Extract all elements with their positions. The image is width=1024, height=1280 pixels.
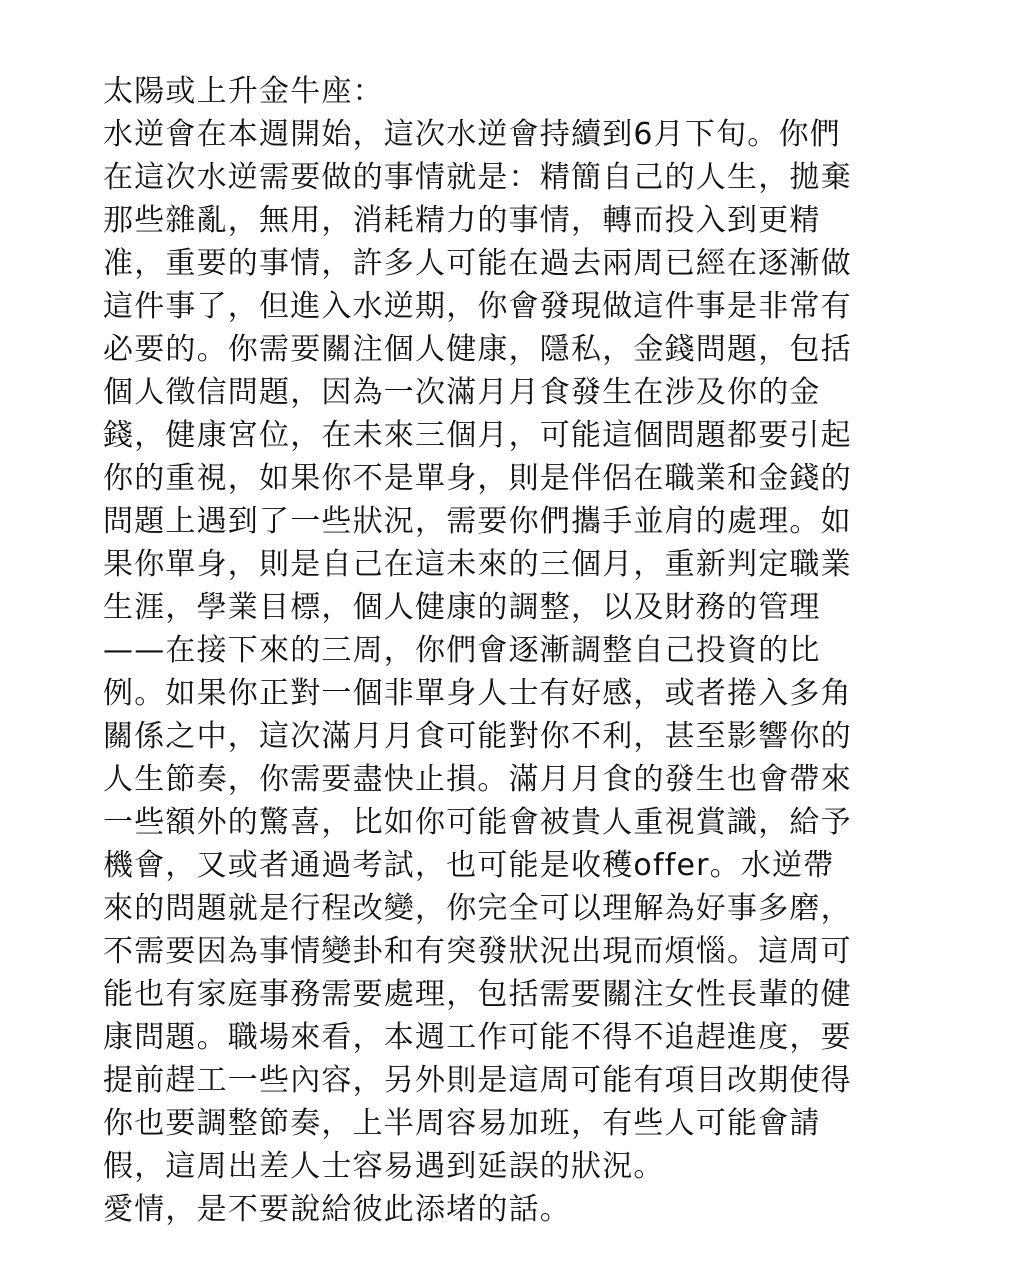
body-line: 一些額外的驚喜，比如你可能會被貴人重視賞識，給予 <box>103 805 852 840</box>
body-line: 能也有家庭事務需要處理，包括需要關注女性長輩的健 <box>103 977 852 1012</box>
body-line: 康問題。職場來看，本週工作可能不得不追趕進度，要 <box>103 1020 852 1055</box>
body-line: 准，重要的事情，許多人可能在過去兩周已經在逐漸做 <box>103 246 852 281</box>
body-line: 在這次水逆需要做的事情就是：精簡自己的人生，拋棄 <box>103 160 852 195</box>
body-line: 果你單身，則是自己在這未來的三個月，重新判定職業 <box>103 547 852 582</box>
body-line: 問題上遇到了一些狀況，需要你們攜手並肩的處理。如 <box>103 504 852 539</box>
body-line: 錢，健康宮位，在未來三個月，可能這個問題都要引起 <box>103 418 852 453</box>
body-line: 人生節奏，你需要盡快止損。滿月月食的發生也會帶來 <box>103 762 852 797</box>
body-line: 個人徵信問題，因為一次滿月月食發生在涉及你的金 <box>103 375 821 410</box>
body-line: 不需要因為事情變卦和有突發狀況出現而煩惱。這周可 <box>103 934 852 969</box>
body-line: 你也要調整節奏，上半周容易加班，有些人可能會請 <box>103 1106 821 1141</box>
body-line: ——在接下來的三周，你們會逐漸調整自己投資的比 <box>103 633 821 668</box>
heading-line: 太陽或上升金牛座： <box>103 74 384 109</box>
body-line: 這件事了，但進入水逆期，你會發現做這件事是非常有 <box>103 289 852 324</box>
body-line: 生涯，學業目標，個人健康的調整，以及財務的管理 <box>103 590 821 625</box>
body-paragraph <box>103 113 933 1188</box>
body-line: 關係之中，這次滿月月食可能對你不利，甚至影響你的 <box>103 719 852 754</box>
horoscope-text-block <box>103 70 933 1231</box>
body-line: 提前趕工一些內容，另外則是這周可能有項目改期使得 <box>103 1063 852 1098</box>
body-line: 假，這周出差人士容易遇到延誤的狀況。 <box>103 1149 665 1184</box>
body-line: 例。如果你正對一個非單身人士有好感，或者捲入多角 <box>103 676 852 711</box>
body-line: 那些雜亂，無用，消耗精力的事情，轉而投入到更精 <box>103 203 821 238</box>
body-line: 來的問題就是行程改變，你完全可以理解為好事多磨， <box>103 891 852 926</box>
body-line: 你的重視，如果你不是單身，則是伴侶在職業和金錢的 <box>103 461 852 496</box>
body-line: 機會，又或者通過考試，也可能是收穫offer。水逆帶 <box>103 848 835 883</box>
closing-line: 愛情，是不要說給彼此添堵的話。 <box>103 1192 571 1227</box>
body-line: 水逆會在本週開始，這次水逆會持續到6月下旬。你們 <box>103 117 841 152</box>
body-line: 必要的。你需要關注個人健康，隱私，金錢問題，包括 <box>103 332 852 367</box>
